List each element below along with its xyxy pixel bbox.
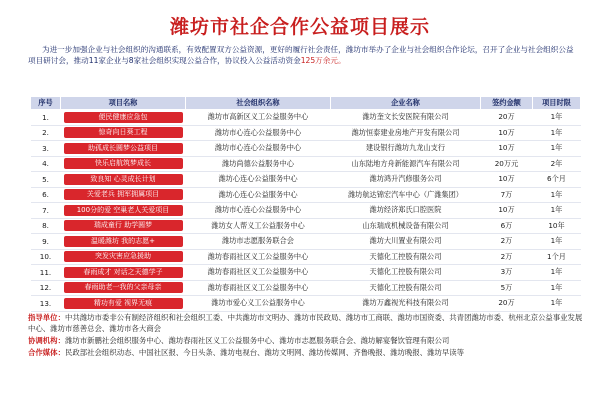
project-name-pill: 惊奇向日葵工程 — [64, 127, 183, 138]
header-term: 项目时限 — [533, 97, 581, 110]
table-row — [31, 125, 581, 141]
row-project — [61, 203, 186, 219]
row-term: 1年 — [533, 110, 581, 126]
project-name-pill: 春雨成才 对话之天德学子 — [64, 267, 183, 278]
header-amount: 签约金额 — [481, 97, 533, 110]
row-term: 1年 — [533, 280, 581, 296]
project-name-pill: 快乐启航筑梦成长 — [64, 158, 183, 169]
guide-text: 中共潍坊市委非公有制经济组织和社会组织工委、中共潍坊市文明办、潍坊市民政局、潍坊市工商联、潍坊市国资委、共青团潍坊市委、杭州北京公益事业发展中心、潍坊市慈善总会、潍坊市各大商会 — [28, 313, 583, 333]
row-project — [61, 110, 186, 126]
row-no: 6. — [31, 187, 61, 203]
table-row — [31, 187, 581, 203]
row-company: 天德化工控股有限公司 — [331, 280, 481, 296]
row-project — [61, 187, 186, 203]
row-term: 1年 — [533, 265, 581, 281]
row-amount: 20万元 — [481, 156, 533, 172]
row-no: 4. — [31, 156, 61, 172]
row-org: 潍坊心连心公益服务中心 — [186, 172, 331, 188]
table-row — [31, 218, 581, 234]
guide-section — [28, 312, 588, 334]
project-name-pill: 温暖潍坊 我的志愿+ — [64, 236, 183, 247]
row-amount: 6万 — [481, 218, 533, 234]
row-company: 潍坊恒泰建业房地产开发有限公司 — [331, 125, 481, 141]
row-no: 10. — [31, 249, 61, 265]
row-project — [61, 249, 186, 265]
row-company: 山东陆地方舟新能源汽车有限公司 — [331, 156, 481, 172]
row-amount: 10万 — [481, 172, 533, 188]
row-org: 潍坊市高新区义工公益服务中心 — [186, 110, 331, 126]
row-term: 1年 — [533, 234, 581, 250]
row-org: 潍坊春雨社区义工公益服务中心 — [186, 280, 331, 296]
table-row — [31, 141, 581, 157]
row-no: 5. — [31, 172, 61, 188]
row-term: 10年 — [533, 218, 581, 234]
row-no: 13. — [31, 296, 61, 312]
table-row — [31, 110, 581, 126]
table-row — [31, 203, 581, 219]
table-row — [31, 265, 581, 281]
table-row — [31, 156, 581, 172]
row-company: 潍坊航达锦宏汽车中心（广潍集团） — [331, 187, 481, 203]
row-project — [61, 172, 186, 188]
row-amount: 10万 — [481, 141, 533, 157]
row-amount: 5万 — [481, 280, 533, 296]
row-company: 潍坊大川置业有限公司 — [331, 234, 481, 250]
media-section — [28, 347, 588, 358]
row-term: 1年 — [533, 125, 581, 141]
row-term: 6个月 — [533, 172, 581, 188]
row-term: 1个月 — [533, 249, 581, 265]
row-org: 潍坊心连心公益服务中心 — [186, 187, 331, 203]
row-company: 天德化工控股有限公司 — [331, 265, 481, 281]
row-org: 潍坊市心连心公益服务中心 — [186, 125, 331, 141]
row-amount: 2万 — [481, 234, 533, 250]
project-name-pill: 关爱老兵 拥军拥属项目 — [64, 189, 183, 200]
row-no: 7. — [31, 203, 61, 219]
row-org: 潍坊市志愿服务联合会 — [186, 234, 331, 250]
project-name-pill: 瑞成童行 助学圆梦 — [64, 220, 183, 231]
row-amount: 10万 — [481, 203, 533, 219]
project-name-pill: 突发灾害应急援助 — [64, 251, 183, 262]
row-project — [61, 156, 186, 172]
row-amount: 10万 — [481, 125, 533, 141]
guide-label: 指导单位： — [28, 313, 65, 322]
row-term: 2年 — [533, 156, 581, 172]
header-project: 项目名称 — [61, 97, 186, 110]
row-project — [61, 280, 186, 296]
row-company: 潍坊鸿升汽修服务公司 — [331, 172, 481, 188]
row-no: 8. — [31, 218, 61, 234]
row-company: 天德化工控股有限公司 — [331, 249, 481, 265]
row-company: 潍坊经济郑氏口腔医院 — [331, 203, 481, 219]
row-no: 9. — [31, 234, 61, 250]
coop-section — [28, 335, 588, 346]
media-text: 民政部社会组织动态、中国社区报、今日头条、潍坊电视台、潍坊文明网、潍坊传媒网、齐鲁晚报、潍坊晚报、潍坊早读等 — [64, 348, 465, 357]
row-no: 12. — [31, 280, 61, 296]
row-org: 潍坊尚德公益服务中心 — [186, 156, 331, 172]
intro-text: 为进一步加强企业与社会组织的沟通联系，有效配置双方公益资源，更好的履行社会责任，潍坊市举办了企业与社会组织合作论坛，召开了企业与社会组织公益项目研讨会，推动11家企业与8家社会组织实现公益合作，协议投入公益活动资金 — [28, 45, 574, 65]
row-org: 潍坊市心连心公益服务中心 — [186, 141, 331, 157]
row-project — [61, 234, 186, 250]
project-name-pill: 便民健康应急包 — [64, 112, 183, 123]
row-term: 1年 — [533, 187, 581, 203]
row-amount: 20万 — [481, 296, 533, 312]
row-amount: 20万 — [481, 110, 533, 126]
row-company: 山东瑞成机械设备有限公司 — [331, 218, 481, 234]
row-amount: 7万 — [481, 187, 533, 203]
row-project — [61, 141, 186, 157]
header-company: 企业名称 — [331, 97, 481, 110]
row-no: 11. — [31, 265, 61, 281]
row-amount: 3万 — [481, 265, 533, 281]
table-row — [31, 296, 581, 312]
row-no: 3. — [31, 141, 61, 157]
row-term: 1年 — [533, 203, 581, 219]
row-project — [61, 265, 186, 281]
project-name-pill: 致良知 心灵成长计划 — [64, 174, 183, 185]
page-title: 潍坊市社企合作公益项目展示 — [169, 16, 430, 38]
row-org: 潍坊春雨社区义工公益服务中心 — [186, 249, 331, 265]
row-org: 潍坊市心连心公益服务中心 — [186, 203, 331, 219]
row-company: 潍坊万鑫视光科技有限公司 — [331, 296, 481, 312]
row-term: 1年 — [533, 296, 581, 312]
row-amount: 2万 — [481, 249, 533, 265]
row-org: 潍坊春雨社区义工公益服务中心 — [186, 265, 331, 281]
coop-text: 潍坊市新鹏社会组织服务中心、潍坊春雨社区义工公益服务中心、潍坊市志愿服务联合会、潍坊解宴餐饮管理有限公司 — [64, 336, 450, 345]
media-label: 合作媒体： — [28, 348, 65, 357]
project-name-pill: 春雨助老一我的父亲母亲 — [64, 282, 183, 293]
row-org: 潍坊市爱心义工公益服务中心 — [186, 296, 331, 312]
header-org: 社会组织名称 — [186, 97, 331, 110]
row-project — [61, 125, 186, 141]
header-no: 序号 — [31, 97, 61, 110]
row-project — [61, 296, 186, 312]
row-project — [61, 218, 186, 234]
table-row — [31, 280, 581, 296]
table-header-row — [31, 97, 581, 110]
row-company: 潍坊奎文长安医院有限公司 — [331, 110, 481, 126]
table-row — [31, 249, 581, 265]
project-name-pill: 精功有爱 视界无痕 — [64, 298, 183, 309]
project-name-pill: 助孤成长圆梦公益项目 — [64, 143, 183, 154]
project-name-pill: 100分的爱 空巢老人关爱项目 — [64, 205, 183, 216]
table-row — [31, 234, 581, 250]
intro-amount: 125万余元。 — [300, 56, 346, 65]
project-table — [30, 96, 581, 312]
table-row — [31, 172, 581, 188]
row-no: 1. — [31, 110, 61, 126]
intro-paragraph — [28, 44, 576, 66]
coop-label: 协调机构： — [28, 336, 65, 345]
row-no: 2. — [31, 125, 61, 141]
row-org: 潍坊女人帮义工公益服务中心 — [186, 218, 331, 234]
row-company: 建设银行潍坊九龙山支行 — [331, 141, 481, 157]
row-term: 1年 — [533, 141, 581, 157]
